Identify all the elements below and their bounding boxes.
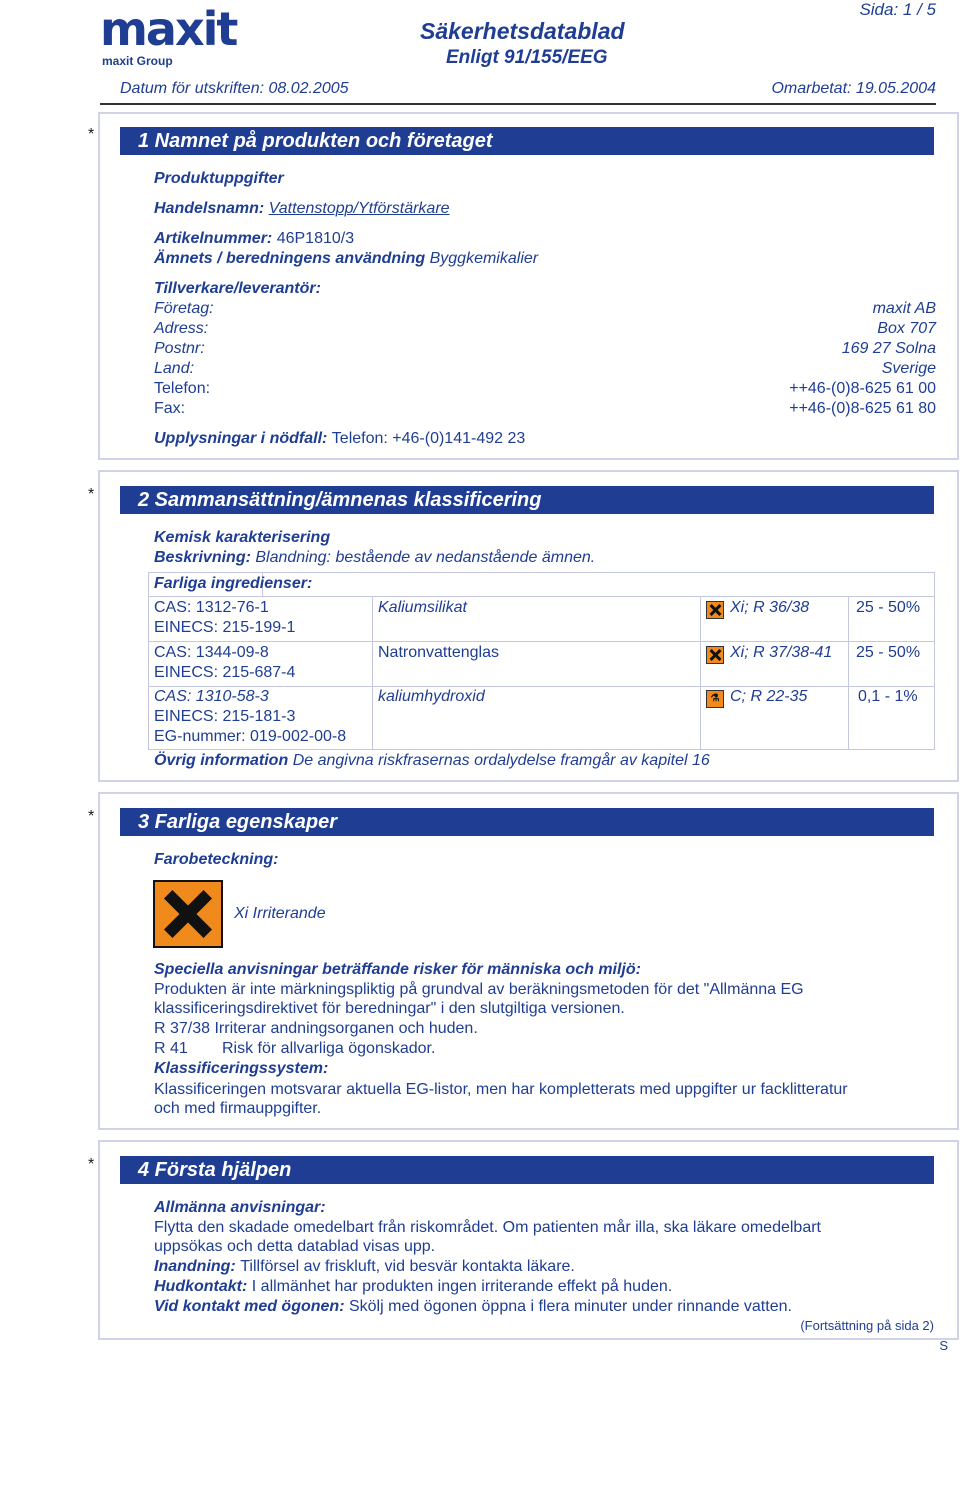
trade-name-value: Vattenstopp/Ytförstärkare [268,200,450,217]
special-instructions-label: Speciella anvisningar beträffande risker för människa och miljö: [154,961,641,978]
ingredient2-cas: CAS: 1344-09-8 [154,644,269,661]
ingredient2-class: Xi; R 37/38-41 [730,644,833,661]
product-info-label: Produktuppgifter [154,170,284,187]
logo-group-text: maxit Group [102,54,173,68]
supplier-label: Tillverkare/leverantör: [154,280,321,297]
emergency-label: Upplysningar i nödfall: [154,430,328,447]
supplier-postal-value: 169 27 Solna [841,340,936,357]
supplier-country-value: Sverige [881,360,936,377]
section2-change-marker: * [88,486,95,503]
classification-system-label: Klassificeringssystem: [154,1060,329,1077]
general-advice-label: Allmänna anvisningar: [154,1199,326,1216]
ingredient1-conc: 25 - 50% [856,599,921,616]
page-number: Sida: 1 / 5 [859,0,936,19]
supplier-address-value: Box 707 [877,320,936,337]
special-instructions-line1: Produkten är inte märkningspliktig på grundval av beräkningsmetoden för det "Allmänna EG [154,981,804,998]
use-value: Byggkemikalier [429,250,539,267]
irritant-x-icon [706,646,724,664]
ingredients-label: Farliga ingredienser: [154,575,313,592]
other-info-row [154,752,710,770]
irritant-x-icon [706,601,724,619]
inhalation-value: Tillförsel av friskluft, vid besvär kontakta läkare. [240,1258,575,1275]
trade-name-label: Handelsnamn: [154,200,265,217]
supplier-address-label: Adress: [154,320,209,337]
ingredient3-cas: CAS: 1310-58-3 [154,688,269,705]
ingredient3-conc: 0,1 - 1% [858,688,918,705]
ingredient1-cas: CAS: 1312-76-1 [154,599,269,616]
section2-heading: 2 Sammansättning/ämnenas klassificering [120,486,934,514]
corrosive-icon: ⚗ [706,690,724,708]
revised-date: Omarbetat: 19.05.2004 [771,80,936,97]
section1-heading: 1 Namnet på produkten och företaget [120,127,934,155]
emergency-value: Telefon: +46-(0)141-492 23 [331,430,526,447]
supplier-phone-value: ++46-(0)8-625 61 00 [789,380,936,397]
risk-phrase-41-text: Risk för allvarliga ögonskador. [222,1040,436,1057]
inhalation-label: Inandning: [154,1258,236,1275]
risk-phrase-37-38: R 37/38 Irriterar andningsorganen och huden. [154,1020,478,1037]
ingredient1-class: Xi; R 36/38 [730,599,810,616]
supplier-phone-label: Telefon: [154,380,211,397]
inhalation-row [154,1258,575,1276]
section4-change-marker: * [88,1156,95,1173]
ingredient3-eg-number: EG-nummer: 019-002-00-8 [154,728,347,745]
hazard-marking-label: Farobeteckning: [154,851,279,868]
supplier-company-label: Företag: [154,300,214,317]
supplier-company-value: maxit AB [872,300,936,317]
logo-wordmark: maxit [100,2,237,56]
hazard-symbol-text: Xi Irriterande [234,905,326,922]
skin-contact-label: Hudkontakt: [154,1278,248,1295]
ingredient1-einecs: EINECS: 215-199-1 [154,619,296,636]
footer-mark: S [939,1338,948,1353]
other-info-label: Övrig information [154,752,289,769]
supplier-fax-value: ++46-(0)8-625 61 80 [789,400,936,417]
ingredient1-name: Kaliumsilikat [378,599,467,616]
trade-name-row [154,200,450,218]
document-title: Säkerhetsdatablad [420,18,625,44]
description-row [154,549,595,567]
eye-contact-row [154,1298,792,1316]
emergency-row [154,430,525,448]
eye-contact-label: Vid kontakt med ögonen: [154,1298,345,1315]
header-divider [100,103,936,105]
eye-contact-value: Skölj med ögonen öppna i flera minuter under rinnande vatten. [348,1298,792,1315]
risk-phrase-41-code: R 41 [154,1040,188,1057]
description-label: Beskrivning: [154,549,251,566]
classification-system-line2: och med firmauppgifter. [154,1100,322,1117]
other-info-value: De angivna riskfrasernas ordalydelse framgår av kapitel 16 [292,752,710,769]
ingredient3-class: C; R 22-35 [730,688,808,705]
print-date: Datum för utskriften: 08.02.2005 [120,80,349,97]
general-advice-line2: uppsökas och detta datablad visas upp. [154,1238,436,1255]
classification-system-line1: Klassificeringen motsvarar aktuella EG-listor, men har kompletterats med uppgifter ur facklitteratur [154,1081,848,1098]
ingredient2-conc: 25 - 50% [856,644,921,661]
ingredient3-einecs: EINECS: 215-181-3 [154,708,296,725]
maxit-logo [100,2,252,70]
chem-characterization-label: Kemisk karakterisering [154,529,331,546]
irritant-hazard-symbol-icon [153,880,223,948]
supplier-country-label: Land: [154,360,195,377]
ingredient2-einecs: EINECS: 215-687-4 [154,664,296,681]
section3-heading: 3 Farliga egenskaper [120,808,934,836]
supplier-postal-label: Postnr: [154,340,205,357]
special-instructions-line2: klassificeringsdirektivet för beredningar" i den slutgiltiga versionen. [154,1000,625,1017]
general-advice-line1: Flytta den skadade omedelbart från riskområdet. Om patienten mår illa, ska läkare omedelbart [154,1219,821,1236]
section4-heading: 4 Första hjälpen [120,1156,934,1184]
continued-note: (Fortsättning på sida 2) [800,1318,934,1333]
skin-contact-value: I allmänhet har produkten ingen irriterande effekt på huden. [251,1278,673,1295]
article-value: 46P1810/3 [276,230,355,247]
ingredient2-name: Natronvattenglas [378,644,499,661]
use-row [154,250,538,268]
description-value: Blandning: bestående av nedanstående ämnen. [255,549,596,566]
section1-change-marker: * [88,126,95,143]
supplier-fax-label: Fax: [154,400,186,417]
article-label: Artikelnummer: [154,230,273,247]
use-label: Ämnets / beredningens användning [154,250,426,267]
section3-change-marker: * [88,808,95,825]
skin-contact-row [154,1278,672,1296]
article-row [154,230,354,248]
ingredient3-name: kaliumhydroxid [378,688,485,705]
document-subtitle: Enligt 91/155/EEG [446,47,608,68]
